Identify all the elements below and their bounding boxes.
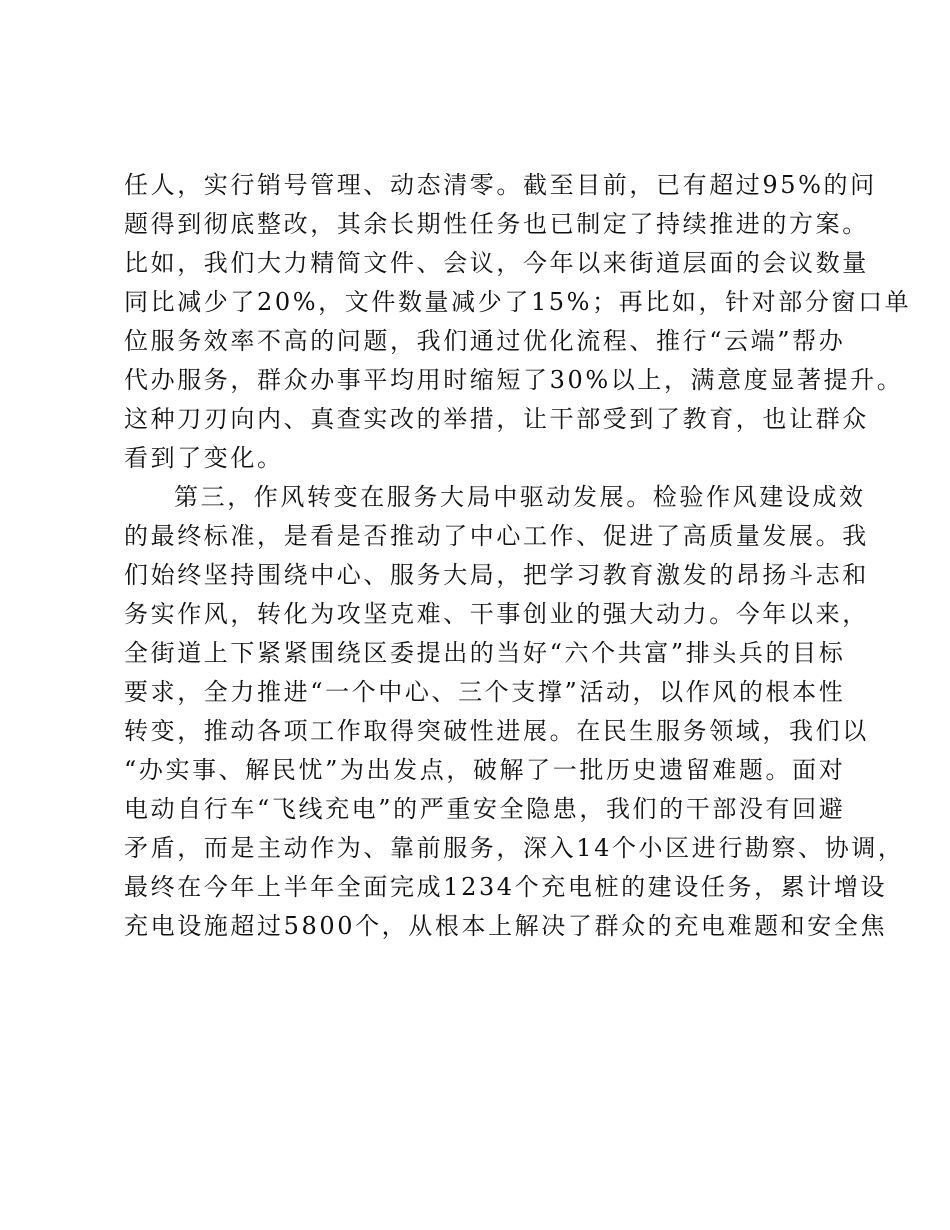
text-line: 矛盾，而是主动作为、靠前服务，深入14个小区进行勘察、协调， bbox=[124, 834, 905, 862]
text-line: 转变，推动各项工作取得突破性进展。在民生服务领域，我们以 bbox=[124, 717, 869, 745]
text-line: 务实作风，转化为攻坚克难、干事创业的强大动力。今年以来， bbox=[124, 600, 869, 628]
text-line: “办实事、解民忧”为出发点，破解了一批历史遗留难题。面对 bbox=[124, 756, 846, 784]
text-line: 这种刀刃向内、真查实改的举措，让干部受到了教育，也让群众 bbox=[124, 405, 869, 433]
text-line: 全街道上下紧紧围绕区委提出的当好“六个共富”排头兵的目标 bbox=[124, 639, 846, 667]
text-line: 们始终坚持围绕中心、服务大局，把学习教育激发的昂扬斗志和 bbox=[124, 561, 869, 589]
text-line: 题得到彻底整改，其余长期性任务也已制定了持续推进的方案。 bbox=[124, 210, 869, 238]
text-line: 充电设施超过5800个，从根本上解决了群众的充电难题和安全焦 bbox=[124, 912, 888, 940]
text-line: 的最终标准，是看是否推动了中心工作、促进了高质量发展。我 bbox=[124, 522, 869, 550]
text-line: 最终在今年上半年全面完成1234个充电桩的建设任务，累计增设 bbox=[124, 873, 888, 901]
text-line: 比如，我们大力精简文件、会议，今年以来街道层面的会议数量 bbox=[124, 249, 869, 277]
text-line: 位服务效率不高的问题，我们通过优化流程、推行“云端”帮办 bbox=[124, 327, 846, 355]
text-line: 同比减少了20%，文件数量减少了15%；再比如，针对部分窗口单 bbox=[124, 288, 912, 316]
text-line: 代办服务，群众办事平均用时缩短了30%以上，满意度显著提升。 bbox=[124, 366, 904, 394]
text-line: 电动自行车“飞线充电”的严重安全隐患，我们的干部没有回避 bbox=[124, 795, 846, 823]
text-line: 要求，全力推进“一个中心、三个支撑”活动，以作风的根本性 bbox=[124, 678, 846, 706]
text-line: 看到了变化。 bbox=[124, 444, 284, 472]
text-line: 任人，实行销号管理、动态清零。截至目前，已有超过95%的问 bbox=[124, 171, 877, 199]
paragraph-start-line: 第三，作风转变在服务大局中驱动发展。检验作风建设成效 bbox=[174, 483, 866, 511]
body-text bbox=[124, 166, 912, 946]
